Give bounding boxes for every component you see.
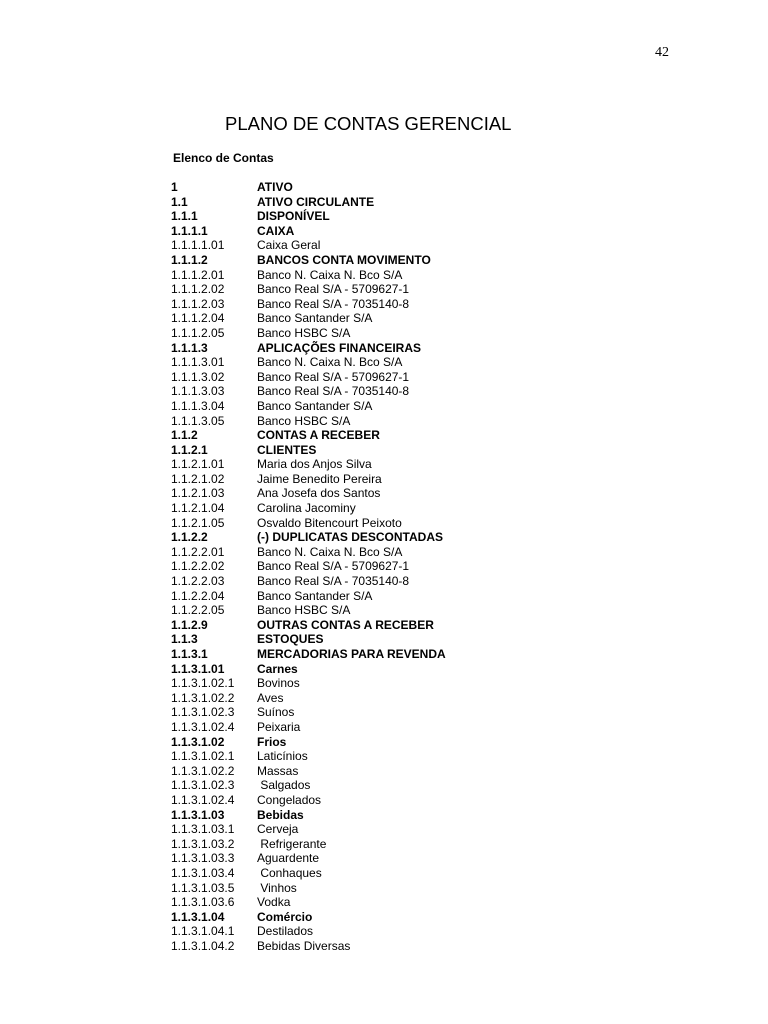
account-code: 1.1.3.1.03.1	[171, 822, 235, 837]
account-row	[171, 472, 591, 487]
account-name: ESTOQUES	[257, 632, 324, 647]
account-name: Suínos	[257, 705, 295, 720]
account-row	[171, 574, 591, 589]
account-row	[171, 282, 591, 297]
account-name: Banco Real S/A - 7035140-8	[257, 384, 410, 399]
account-code: 1.1.1.3.02	[171, 369, 225, 384]
account-code: 1.1.1.3.01	[171, 355, 225, 370]
account-name: CONTAS A RECEBER	[257, 428, 380, 443]
account-code: 1.1.2.2	[171, 530, 208, 545]
section-heading: Elenco de Contas	[173, 151, 274, 165]
account-name: DISPONÍVEL	[257, 209, 330, 224]
account-code: 1.1.3.1.02.2	[171, 690, 235, 705]
account-code: 1.1.2.1	[171, 442, 208, 457]
account-name: Frios	[257, 734, 287, 749]
account-row	[171, 399, 591, 414]
account-row	[171, 837, 591, 852]
account-name: Banco Santander S/A	[257, 588, 373, 603]
account-name: OUTRAS CONTAS A RECEBER	[257, 617, 434, 632]
account-row	[171, 851, 591, 866]
account-name: Osvaldo Bitencourt Peixoto	[257, 515, 402, 530]
chart-of-accounts-list	[171, 180, 591, 953]
account-code: 1.1.2.9	[171, 617, 208, 632]
account-group-row	[171, 224, 591, 239]
account-row	[171, 822, 591, 837]
account-code: 1.1.1.3	[171, 340, 208, 355]
account-row	[171, 603, 591, 618]
account-row	[171, 895, 591, 910]
account-code: 1.1.3.1.03.4	[171, 865, 235, 880]
account-row	[171, 370, 591, 385]
account-code: 1.1.1.3.05	[171, 413, 225, 428]
account-code: 1.1.3.1.03.2	[171, 836, 235, 851]
account-name: Refrigerante	[257, 836, 327, 851]
account-name: Banco N. Caixa N. Bco S/A	[257, 355, 403, 370]
account-name: Banco Real S/A - 5709627-1	[257, 282, 410, 297]
account-name: CAIXA	[257, 223, 295, 238]
account-name: ATIVO CIRCULANTE	[257, 194, 375, 209]
account-code: 1.1.2.2.05	[171, 603, 225, 618]
account-name: Banco Santander S/A	[257, 311, 373, 326]
account-code: 1.1.3.1.03.6	[171, 895, 235, 910]
account-row	[171, 516, 591, 531]
account-name: Banco HSBC S/A	[257, 413, 351, 428]
account-name: ATIVO	[257, 180, 293, 194]
account-name: Banco Real S/A - 7035140-8	[257, 574, 410, 589]
account-name: Banco HSBC S/A	[257, 603, 351, 618]
account-name: APLICAÇÕES FINANCEIRAS	[257, 340, 422, 355]
account-row	[171, 297, 591, 312]
account-row	[171, 384, 591, 399]
account-name: Vinhos	[257, 880, 297, 895]
account-code: 1.1.3.1.02.3	[171, 778, 235, 793]
account-name: Carnes	[257, 661, 298, 676]
account-name: Peixaria	[257, 719, 301, 734]
account-code: 1.1.3.1.02.3	[171, 705, 235, 720]
account-name: Banco Real S/A - 5709627-1	[257, 369, 410, 384]
account-name: BANCOS CONTA MOVIMENTO	[257, 252, 431, 267]
account-name: CLIENTES	[257, 442, 317, 457]
account-row	[171, 705, 591, 720]
account-name: Carolina Jacominy	[257, 501, 356, 516]
account-code: 1.1.2.1.01	[171, 457, 225, 472]
account-code: 1.1	[171, 194, 188, 209]
account-code: 1.1.2	[171, 428, 198, 443]
account-group-row	[171, 735, 591, 750]
account-code: 1.1.3.1.03.5	[171, 880, 235, 895]
account-code: 1.1.1.3.03	[171, 384, 225, 399]
account-row	[171, 589, 591, 604]
account-name: Aves	[257, 690, 284, 705]
account-name: Banco HSBC S/A	[257, 325, 351, 340]
account-group-row	[171, 647, 591, 662]
account-code: 1.1.1.2.04	[171, 311, 225, 326]
account-row	[171, 749, 591, 764]
account-group-row	[171, 341, 591, 356]
account-row	[171, 355, 591, 370]
account-code: 1.1.3.1.02.4	[171, 792, 235, 807]
account-row	[171, 778, 591, 793]
account-name: Comércio	[257, 909, 313, 924]
page-title: PLANO DE CONTAS GERENCIAL	[225, 113, 512, 134]
account-name: Banco Real S/A - 7035140-8	[257, 296, 410, 311]
account-group-row	[171, 180, 591, 195]
account-code: 1.1.3	[171, 632, 198, 647]
account-code: 1.1.1	[171, 209, 198, 224]
account-row	[171, 676, 591, 691]
account-code: 1.1.1.2.02	[171, 282, 225, 297]
account-code: 1.1.3.1.02.1	[171, 749, 235, 764]
account-name: Conhaques	[257, 865, 322, 880]
account-name: Congelados	[257, 792, 322, 807]
account-group-row	[171, 530, 591, 545]
account-row	[171, 457, 591, 472]
account-code: 1	[171, 180, 178, 194]
account-name: Banco N. Caixa N. Bco S/A	[257, 267, 403, 282]
account-name: Destilados	[257, 924, 314, 939]
account-row	[171, 268, 591, 283]
account-group-row	[171, 195, 591, 210]
account-row	[171, 545, 591, 560]
account-name: Banco N. Caixa N. Bco S/A	[257, 544, 403, 559]
account-row	[171, 238, 591, 253]
account-name: Ana Josefa dos Santos	[257, 486, 381, 501]
account-code: 1.1.3.1.02	[171, 734, 225, 749]
account-code: 1.1.1.2.03	[171, 296, 225, 311]
account-row	[171, 924, 591, 939]
account-row	[171, 866, 591, 881]
account-code: 1.1.3.1.02.1	[171, 676, 235, 691]
account-group-row	[171, 428, 591, 443]
account-code: 1.1.2.2.03	[171, 574, 225, 589]
account-name: Banco Santander S/A	[257, 398, 373, 413]
account-code: 1.1.3.1.04.2	[171, 938, 235, 953]
account-code: 1.1.1.2.05	[171, 325, 225, 340]
account-code: 1.1.2.1.02	[171, 471, 225, 486]
account-group-row	[171, 253, 591, 268]
account-name: Caixa Geral	[257, 238, 321, 253]
account-name: Bebidas	[257, 807, 304, 822]
account-code: 1.1.2.1.05	[171, 515, 225, 530]
account-code: 1.1.1.1	[171, 223, 208, 238]
account-code: 1.1.2.2.01	[171, 544, 225, 559]
account-group-row	[171, 209, 591, 224]
account-code: 1.1.1.3.04	[171, 398, 225, 413]
account-code: 1.1.2.2.02	[171, 559, 225, 574]
account-code: 1.1.1.2.01	[171, 267, 225, 282]
account-name: (-) DUPLICATAS DESCONTADAS	[257, 530, 443, 545]
account-row	[171, 501, 591, 516]
account-row	[171, 939, 591, 954]
account-name: Bovinos	[257, 676, 300, 691]
account-name: Maria dos Anjos Silva	[257, 457, 372, 472]
account-name: Vodka	[257, 895, 291, 910]
account-group-row	[171, 443, 591, 458]
account-name: Cerveja	[257, 822, 299, 837]
account-row	[171, 881, 591, 896]
account-code: 1.1.3.1.03.3	[171, 851, 235, 866]
account-code: 1.1.2.1.03	[171, 486, 225, 501]
account-name: Bebidas Diversas	[257, 938, 351, 953]
account-group-row	[171, 808, 591, 823]
account-name: Jaime Benedito Pereira	[257, 471, 382, 486]
account-row	[171, 559, 591, 574]
account-code: 1.1.3.1.04.1	[171, 924, 235, 939]
account-code: 1.1.2.2.04	[171, 588, 225, 603]
account-name: Massas	[257, 763, 299, 778]
account-row	[171, 414, 591, 429]
account-row	[171, 311, 591, 326]
account-group-row	[171, 662, 591, 677]
account-name: Aguardente	[257, 851, 320, 866]
page-number: 42	[655, 45, 669, 60]
account-code: 1.1.3.1.03	[171, 807, 225, 822]
account-code: 1.1.3.1.02.2	[171, 763, 235, 778]
account-row	[171, 691, 591, 706]
account-name: Laticínios	[257, 749, 308, 764]
account-row	[171, 720, 591, 735]
account-code: 1.1.3.1.02.4	[171, 719, 235, 734]
account-name: Banco Real S/A - 5709627-1	[257, 559, 410, 574]
account-row	[171, 486, 591, 501]
account-group-row	[171, 632, 591, 647]
account-code: 1.1.3.1	[171, 647, 208, 661]
account-name: Salgados	[257, 778, 311, 793]
account-row	[171, 764, 591, 779]
account-name: MERCADORIAS PARA REVENDA	[257, 647, 446, 661]
account-code: 1.1.2.1.04	[171, 501, 225, 516]
account-row	[171, 326, 591, 341]
account-code: 1.1.1.1.01	[171, 238, 225, 253]
account-group-row	[171, 618, 591, 633]
account-row	[171, 793, 591, 808]
account-code: 1.1.3.1.04	[171, 909, 225, 924]
account-code: 1.1.1.2	[171, 252, 208, 267]
account-group-row	[171, 910, 591, 925]
account-code: 1.1.3.1.01	[171, 661, 225, 676]
